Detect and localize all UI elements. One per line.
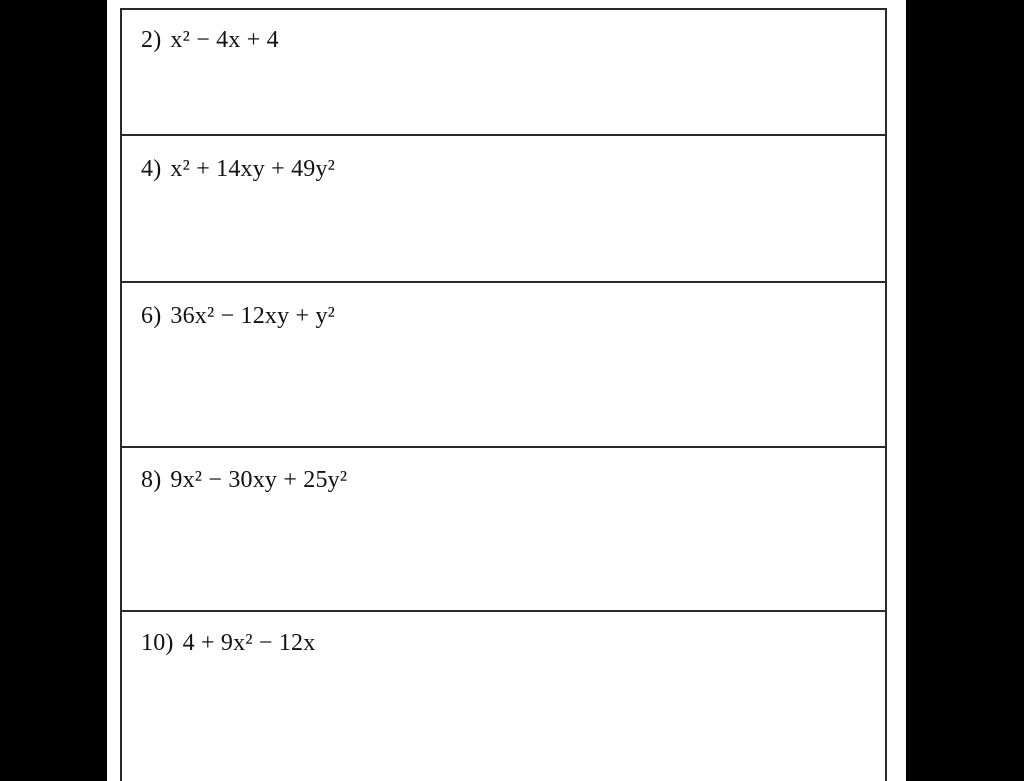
problem-row (122, 612, 885, 781)
problem-item (141, 156, 335, 183)
problem-number: 4) (141, 156, 162, 182)
worksheet-page (107, 0, 906, 781)
problem-expression: 9x² − 30xy + 25y² (170, 467, 348, 493)
problem-item (141, 467, 347, 494)
problem-number: 2) (141, 27, 162, 53)
problem-number: 10) (141, 630, 174, 656)
problem-item (141, 630, 315, 657)
problem-item (141, 27, 279, 54)
problem-expression: x² − 4x + 4 (170, 27, 279, 53)
problem-item (141, 303, 335, 330)
problem-row (122, 136, 885, 283)
problem-expression: 4 + 9x² − 12x (182, 630, 316, 656)
problem-number: 8) (141, 467, 162, 493)
problem-row (122, 448, 885, 612)
problem-expression: x² + 14xy + 49y² (170, 156, 336, 182)
problem-row (122, 283, 885, 448)
problem-expression: 36x² − 12xy + y² (170, 303, 336, 329)
problem-table (120, 8, 887, 781)
problem-row (122, 10, 885, 136)
problem-number: 6) (141, 303, 162, 329)
